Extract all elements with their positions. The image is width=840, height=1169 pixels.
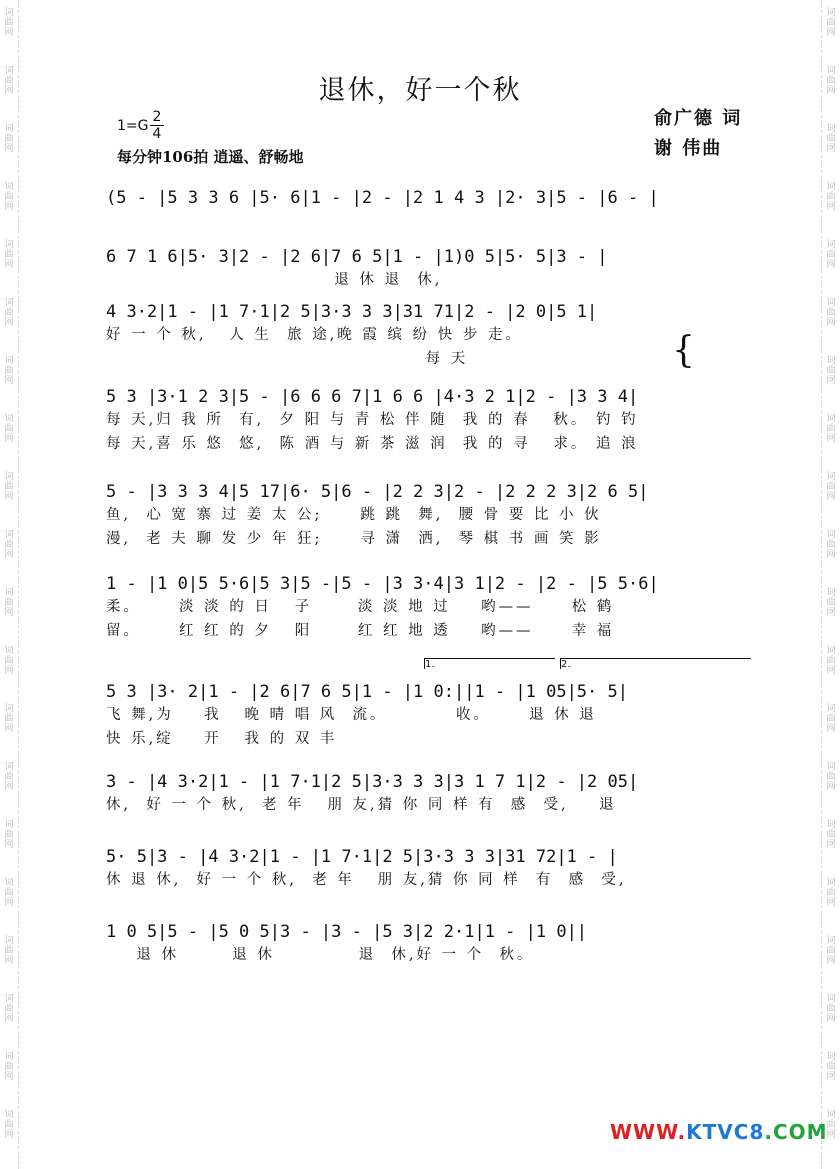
watermark-text: 词曲网: [4, 414, 14, 444]
watermark-text: 词曲网: [4, 298, 14, 328]
lyric-line-1: 柔。 淡 淡 的 日 子 淡 淡 地 过 哟—— 松 鹤: [106, 599, 615, 615]
notation-line: 5· 5|3 - |4 3·2|1 - |1 7·1|2 5|3·3 3 3|31 72|1 - |: [106, 847, 618, 867]
lyric-line-1: 好 一 个 秋, 人 生 旅 途,晚 霞 缤 纷 快 步 走。: [106, 327, 523, 343]
logo-part-3: .COM: [764, 1120, 828, 1144]
lyric-line-2: [106, 818, 756, 840]
lyricist-credit: 俞广德 词: [654, 108, 743, 129]
watermark-text: 词曲网: [826, 182, 836, 212]
second-ending: 2.: [560, 658, 751, 669]
score-row: [106, 300, 756, 370]
first-ending: 1.: [424, 658, 555, 669]
lyric-line-1: 休 退 休, 好 一 个 秋, 老 年 朋 友,猜 你 同 样 有 感 受,: [106, 872, 627, 888]
watermark-text: 词曲网: [4, 66, 14, 96]
lyric-line-2: 快 乐,绽 开 我 的 双 丰: [106, 731, 338, 747]
watermark-text: 词曲网: [4, 240, 14, 270]
watermark-text: 词曲网: [4, 472, 14, 502]
notation-line: 5 3 |3·1 2 3|5 - |6 6 6 7|1 6 6 |4·3 2 1|2 - |3 3 4|: [106, 387, 639, 407]
logo-part-2: KTVC8: [686, 1120, 765, 1144]
lyric-line-1: 退 休 退 休 退 休,好 一 个 秋。: [106, 947, 535, 963]
watermark-text: 词曲网: [4, 530, 14, 560]
time-signature-bottom: 4: [152, 126, 162, 142]
watermark-text: 词曲网: [4, 820, 14, 850]
notation-line: 5 3 |3· 2|1 - |2 6|7 6 5|1 - |1 0:||1 - |1 05|5· 5|: [106, 682, 628, 702]
lyric-line-2: 每 天,喜 乐 悠 悠, 陈 酒 与 新 茶 滋 润 我 的 寻 求。 追 浪: [106, 436, 639, 452]
watermark-text: 词曲网: [826, 1052, 836, 1082]
logo-part-1: WWW.: [610, 1120, 687, 1144]
score-row: [106, 385, 756, 455]
notation-line: 4 3·2|1 - |1 7·1|2 5|3·3 3 3|31 71|2 - |2 0|5 1|: [106, 302, 598, 322]
score-row: [106, 770, 756, 840]
watermark-text: 词曲网: [826, 936, 836, 966]
watermark-text: 词曲网: [826, 646, 836, 676]
watermark-text: 词曲网: [4, 936, 14, 966]
lyric-line-1: 飞 舞,为 我 晚 晴 唱 风 流。 收。 退 休 退: [106, 707, 597, 723]
watermark-text: 词曲网: [826, 878, 836, 908]
lyric-line-2: 每 天: [106, 351, 469, 367]
key-signature: 1=G: [117, 118, 149, 134]
right-watermark-strip: [821, 0, 840, 1169]
notation-line: (5 - |5 3 3 6 |5· 6|1 - |2 - |2 1 4 3 |2· 3|5 - |6 - |: [106, 188, 659, 208]
watermark-text: 词曲网: [826, 762, 836, 792]
watermark-text: 词曲网: [4, 1052, 14, 1082]
lyric-line-2: 留。 红 红 的 夕 阳 红 红 地 透 哟—— 幸 福: [106, 623, 615, 639]
watermark-text: 词曲网: [4, 356, 14, 386]
score-row: [106, 845, 756, 915]
tempo-marking: 每分钟106拍 逍遥、舒畅地: [117, 148, 304, 166]
verse-brace: {: [672, 330, 695, 371]
watermark-text: 词曲网: [826, 124, 836, 154]
watermark-text: 词曲网: [826, 66, 836, 96]
left-watermark-strip: [0, 0, 19, 1169]
watermark-text: 词曲网: [826, 240, 836, 270]
time-signature-top: 2: [152, 109, 162, 125]
watermark-text: 词曲网: [4, 588, 14, 618]
watermark-text: 词曲网: [4, 1110, 14, 1140]
lyric-line-2: [106, 893, 756, 915]
composer-credit: 谢 伟曲: [654, 138, 723, 159]
watermark-text: 词曲网: [4, 124, 14, 154]
watermark-text: 词曲网: [826, 8, 836, 38]
notation-line: 1 0 5|5 - |5 0 5|3 - |3 - |5 3|2 2·1|1 - |1 0||: [106, 922, 588, 942]
watermark-text: 词曲网: [826, 472, 836, 502]
lyric-line-2: [106, 968, 756, 990]
lyric-line-1: [106, 210, 756, 232]
song-title: 退休，好一个秋: [318, 75, 522, 106]
site-logo[interactable]: [610, 1120, 828, 1144]
watermark-text: 词曲网: [826, 530, 836, 560]
lyric-line-1: 退 休 退 休,: [106, 272, 443, 288]
watermark-text: 词曲网: [826, 588, 836, 618]
watermark-text: 词曲网: [4, 8, 14, 38]
watermark-text: 词曲网: [826, 298, 836, 328]
watermark-text: 词曲网: [826, 994, 836, 1024]
watermark-text: 词曲网: [826, 356, 836, 386]
watermark-text: 词曲网: [4, 182, 14, 212]
watermark-text: 词曲网: [4, 704, 14, 734]
notation-line: 6 7 1 6|5· 3|2 - |2 6|7 6 5|1 - |1)0 5|5· 5|3 - |: [106, 247, 608, 267]
time-signature: [150, 110, 164, 141]
score-row: [106, 920, 756, 990]
notation-line: 3 - |4 3·2|1 - |1 7·1|2 5|3·3 3 3|3 1 7 1|2 - |2 05|: [106, 772, 639, 792]
lyric-line-2: 漫, 老 夫 聊 发 少 年 狂; 寻 潇 洒, 琴 棋 书 画 笑 影: [106, 531, 602, 547]
lyric-line-1: 鱼, 心 宽 寨 过 姜 太 公; 跳 跳 舞, 腰 骨 要 比 小 伙: [106, 507, 602, 523]
score-row: [106, 572, 756, 642]
notation-line: 1 - |1 0|5 5·6|5 3|5 -|5 - |3 3·4|3 1|2 - |2 - |5 5·6|: [106, 574, 659, 594]
score-row: [106, 480, 756, 550]
watermark-text: 词曲网: [826, 820, 836, 850]
score-row: [106, 680, 756, 750]
watermark-text: 词曲网: [826, 1110, 836, 1140]
watermark-text: 词曲网: [4, 762, 14, 792]
notation-line: 5 - |3 3 3 4|5 17|6· 5|6 - |2 2 3|2 - |2 2 2 3|2 6 5|: [106, 482, 649, 502]
lyric-line-1: 休, 好 一 个 秋, 老 年 朋 友,猜 你 同 样 有 感 受, 退: [106, 797, 617, 813]
watermark-text: 词曲网: [826, 704, 836, 734]
watermark-text: 词曲网: [826, 414, 836, 444]
watermark-text: 词曲网: [4, 994, 14, 1024]
watermark-text: 词曲网: [4, 878, 14, 908]
lyric-line-1: 每 天,归 我 所 有, 夕 阳 与 青 松 伴 随 我 的 春 秋。 钓 钓: [106, 412, 639, 428]
watermark-text: 词曲网: [4, 646, 14, 676]
